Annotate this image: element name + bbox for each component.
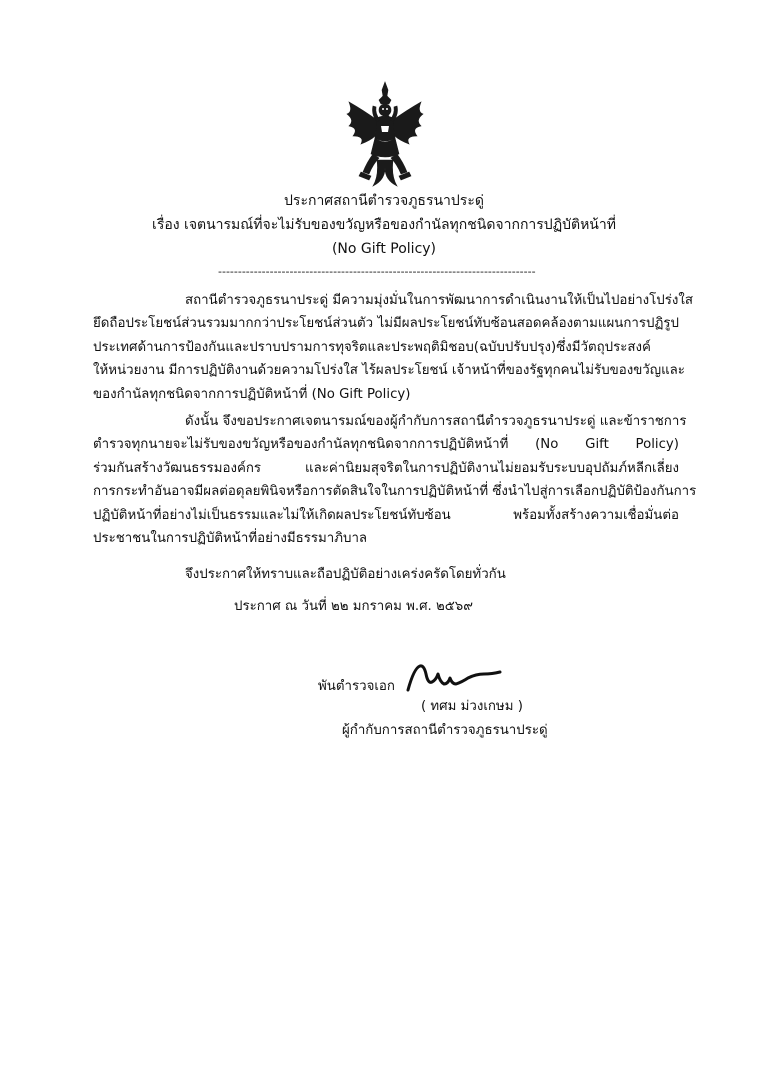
signer-name: ( ทศม ม่วงเกษม ) bbox=[421, 699, 523, 714]
paragraph-line: การกระทำอันอาจมีผลต่อดุลยพินิจหรือการตัดสินใจในการปฏิบัติหน้าที่ ซึ่งนำไปสู่การเลือกปฏิบัติป้องกันการ bbox=[93, 484, 697, 500]
paragraph-line: ประเทศด้านการป้องกันและปราบปรามการทุจริตและประพฤติมิชอบ(ฉบับปรับปรุง)ซึ่งมีวัตถุประสงค์ bbox=[93, 339, 651, 355]
paragraph-line: ให้หน่วยงาน มีการปฏิบัติงานด้วยความโปร่งใส ไร้ผลประโยชน์ เจ้าหน้าที่ของรัฐทุกคนไม่รับของขวัญและ bbox=[93, 363, 685, 379]
closing-statement: จึงประกาศให้ทราบและถือปฏิบัติอย่างเคร่งครัดโดยทั่วกัน bbox=[185, 567, 506, 582]
paragraph-declaration bbox=[93, 410, 697, 550]
paragraph-line: ร่วมกันสร้างวัฒนธรรมองค์กร และค่านิยมสุจริตในการปฏิบัติงานไม่ยอมรับระบบอุปถัมภ์หลีกเลี่ยง bbox=[93, 460, 679, 476]
paragraph-line: ดังนั้น จึงขอประกาศเจตนารมณ์ของผู้กำกับการสถานีตำรวจภูธรนาประดู่ และข้าราชการ bbox=[185, 414, 687, 429]
paragraph-intro bbox=[93, 289, 693, 406]
paragraph-line: ปฏิบัติหน้าที่อย่างไม่เป็นธรรมและไม่ให้เกิดผลประโยชน์ทับซ้อน พร้อมทั้งสร้างความเชื่อมั่นต่อ bbox=[93, 507, 679, 523]
announcement-date: ประกาศ ณ วันที่ ๒๒ มกราคม พ.ศ. ๒๕๖๙ bbox=[234, 599, 473, 614]
paragraph-line: สถานีตำรวจภูธรนาประดู่ มีความมุ่งมั่นในการพัฒนาการดำเนินงานให้เป็นไปอย่างโปร่งใส bbox=[185, 293, 693, 308]
handwritten-signature bbox=[404, 662, 504, 694]
section-divider: -------------------------------------------------------------------------------- bbox=[218, 265, 536, 278]
paragraph-line: ประชาชนในการปฏิบัติหน้าที่อย่างมีธรรมาภิบาล bbox=[93, 531, 368, 547]
announcement-subject-english: (No Gift Policy) bbox=[331, 241, 437, 257]
announcement-title: ประกาศสถานีตำรวจภูธรนาประดู่ bbox=[284, 193, 484, 209]
garuda-emblem-icon bbox=[343, 80, 427, 190]
announcement-subject: เรื่อง เจตนารมณ์ที่จะไม่รับของขวัญหรือของกำนัลทุกชนิดจากการปฏิบัติหน้าที่ bbox=[152, 217, 616, 233]
signer-rank: พันตำรวจเอก bbox=[318, 679, 395, 694]
paragraph-line: ตำรวจทุกนายจะไม่รับของขวัญหรือของกำนัลทุกชนิดจากการปฏิบัติหน้าที่ (No Gift Policy) bbox=[93, 437, 679, 453]
paragraph-line: ของกำนัลทุกชนิดจากการปฏิบัติหน้าที่ (No Gift Policy) bbox=[93, 386, 411, 402]
paragraph-line: ยึดถือประโยชน์ส่วนรวมมากกว่าประโยชน์ส่วนตัว ไม่มีผลประโยชน์ทับซ้อนสอดคล้องตามแผนการปฏิรูป bbox=[93, 316, 679, 332]
signer-position: ผู้กำกับการสถานีตำรวจภูธรนาประดู่ bbox=[342, 723, 548, 738]
